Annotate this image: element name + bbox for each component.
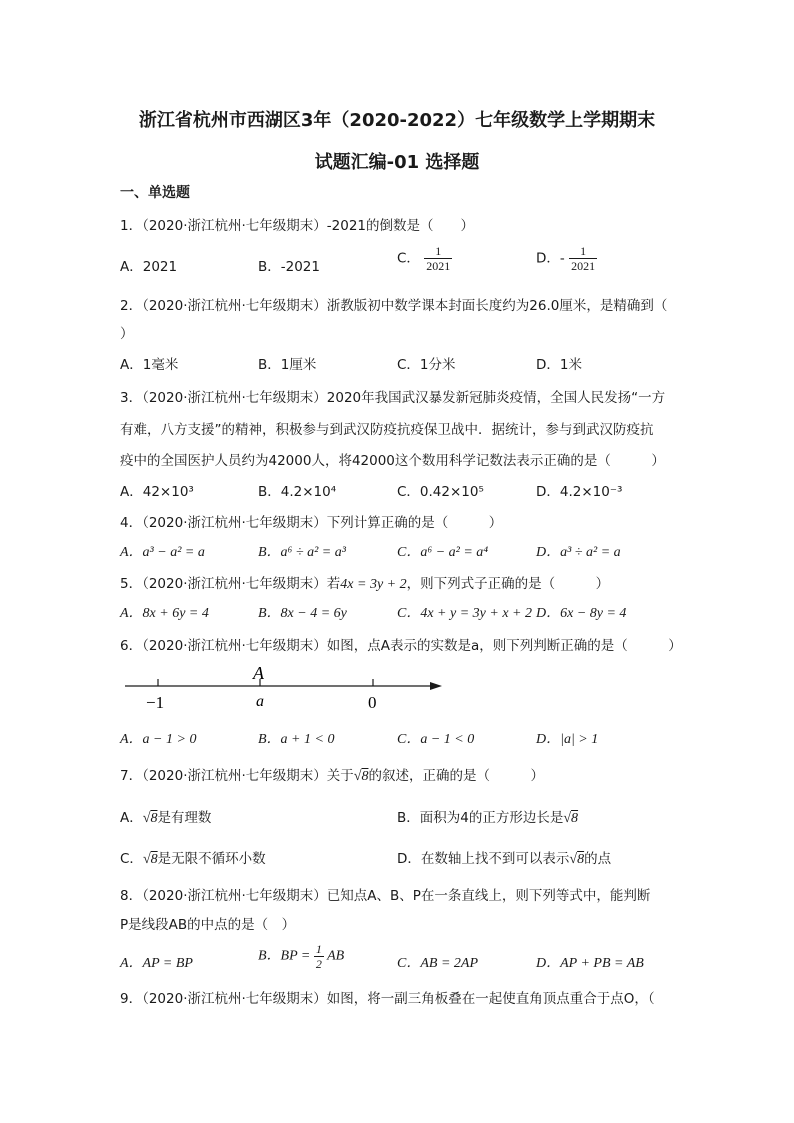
document-title-line1: 浙江省杭州市西湖区3年（2020-2022）七年级数学上学期期末: [138, 110, 656, 131]
fraction-numerator: 1: [580, 244, 587, 258]
q8-option-a: A．AP = BP: [120, 956, 193, 971]
question-3-stem-line3: 疫中的全国医护人员约为42000人，将42000这个数用科学记数法表示正确的是（ ）: [120, 453, 665, 469]
q1-option-a: A．2021: [120, 259, 178, 275]
q5-option-d: D．6x − 8y = 4: [536, 606, 627, 621]
question-3-stem-line1: 3．（2020·浙江杭州·七年级期末）2020年我国武汉暴发新冠肺炎疫情，全国人民发扬“一方: [120, 390, 666, 406]
question-2-stem-line1: 2．（2020·浙江杭州·七年级期末）浙教版初中数学课本封面长度约为26.0厘米，是精确到（: [120, 298, 668, 314]
q5-stem-pre: 5．（2020·浙江杭州·七年级期末）若: [120, 576, 341, 592]
q7-c-text: 是无限不循环小数: [157, 851, 266, 867]
q4-option-a: A．a³ − a² = a: [120, 545, 205, 560]
question-7-stem: [120, 764, 544, 785]
question-1-stem: 1．（2020·浙江杭州·七年级期末）-2021的倒数是（ ）: [120, 218, 475, 234]
q7-option-b: [397, 806, 578, 827]
q5-stem-post: ，则下列式子正确的是（ ）: [406, 576, 610, 592]
q6-option-c: C．a − 1 < 0: [397, 732, 475, 747]
question-8-stem-line1: 8．（2020·浙江杭州·七年级期末）已知点A、B、P在一条直线上，则下列等式中，能判断: [120, 888, 651, 904]
q1-option-c: [397, 244, 452, 273]
label-zero: 0: [368, 693, 377, 712]
question-3-stem-line2: 有难，八方支援”的精神，积极参与到武汉防疫抗疫保卫战中．据统计，参与到武汉防疫抗: [120, 422, 654, 438]
q7-b-sqrt: √8: [563, 811, 579, 826]
q7-d-text-post: 的点: [584, 851, 612, 867]
q1-option-b: B．-2021: [258, 259, 320, 275]
document-title-line2: 试题汇编-01 选择题: [314, 152, 480, 173]
q7-stem-pre: 7．（2020·浙江杭州·七年级期末）关于: [120, 768, 354, 784]
q5-option-b: B．8x − 4 = 6y: [258, 606, 347, 621]
q6-option-b: B．a + 1 < 0: [258, 732, 335, 747]
q4-option-c: C．a⁶ − a² = a⁴: [397, 545, 489, 560]
q6-option-d: D．|a| > 1: [536, 732, 599, 747]
fraction-numerator: 1: [435, 244, 442, 258]
question-6-stem: 6．（2020·浙江杭州·七年级期末）如图，点A表示的实数是a，则下列判断正确的是（ ）: [120, 638, 682, 654]
q4-option-d: D．a³ ÷ a² = a: [536, 545, 621, 560]
q8-option-d: D．AP + PB = AB: [536, 956, 644, 971]
q2-option-b: B．1厘米: [258, 357, 317, 373]
q7-sqrt-8: √8: [353, 769, 369, 784]
number-line-arrow-icon: [430, 682, 442, 690]
q7-stem-post: 的叙述，正确的是（ ）: [368, 768, 544, 784]
question-9-stem: 9．（2020·浙江杭州·七年级期末）如图，将一副三角板叠在一起使直角顶点重合于点O，（: [120, 991, 655, 1007]
label-minus-1: −1: [146, 693, 165, 712]
question-5-stem: [120, 572, 609, 593]
q7-option-c: C．√8是无限不循环小数: [120, 851, 266, 867]
q6-option-a: A．a − 1 > 0: [120, 732, 197, 747]
q3-option-d: D．4.2×10⁻³: [536, 484, 623, 500]
q3-option-c: C．0.42×10⁵: [397, 484, 484, 500]
q2-option-a: A．1毫米: [120, 357, 179, 373]
q7-option-a: A．√8是有理数: [120, 810, 212, 826]
q8-b-pre: B．BP =: [258, 948, 311, 964]
q3-option-b: B．4.2×10⁴: [258, 484, 337, 500]
q1-option-c-label: C．: [397, 250, 420, 267]
q8-b-fraction: [314, 942, 324, 971]
q8-b-post: AB: [327, 948, 345, 964]
q1-option-d: [536, 244, 597, 273]
fraction-denominator: 2021: [571, 259, 596, 273]
q5-stem-equation: 4x = 3y + 2: [340, 577, 407, 592]
q1-option-d-fraction: [569, 244, 597, 273]
fraction-numerator: 1: [315, 942, 322, 956]
label-point-A: A: [253, 664, 264, 683]
number-line-figure: [120, 664, 450, 714]
q7-c-sqrt: √8: [142, 852, 158, 867]
q5-option-a: A．8x + 6y = 4: [120, 606, 209, 621]
q1-option-d-label: D．-: [536, 250, 565, 267]
fraction-denominator: 2021: [426, 259, 451, 273]
q7-b-text: B．面积为4的正方形边长是: [397, 810, 564, 826]
q7-option-d: [397, 847, 611, 868]
q7-a-sqrt: √8: [142, 811, 158, 826]
q7-d-text-pre: D．在数轴上找不到可以表示: [397, 851, 570, 867]
fraction-denominator: 2: [315, 957, 322, 971]
q8-option-c: C．AB = 2AP: [397, 956, 478, 971]
label-a: a: [256, 693, 264, 710]
q8-option-b: [258, 942, 344, 971]
q3-option-a: A．42×10³: [120, 484, 194, 500]
section-heading: 一、单选题: [120, 185, 190, 201]
q4-option-b: B．a⁶ ÷ a² = a³: [258, 545, 346, 560]
q5-option-c: C．4x + y = 3y + x + 2: [397, 606, 532, 621]
q1-option-c-fraction: [424, 244, 452, 273]
q2-option-c: C．1分米: [397, 357, 456, 373]
q7-a-text: 是有理数: [157, 810, 212, 826]
question-2-stem-line2: ）: [120, 326, 134, 342]
q2-option-d: D．1米: [536, 357, 582, 373]
q7-d-sqrt: √8: [569, 852, 585, 867]
question-8-stem-line2: P是线段AB的中点的是（ ）: [120, 917, 296, 933]
question-4-stem: 4．（2020·浙江杭州·七年级期末）下列计算正确的是（ ）: [120, 515, 503, 531]
